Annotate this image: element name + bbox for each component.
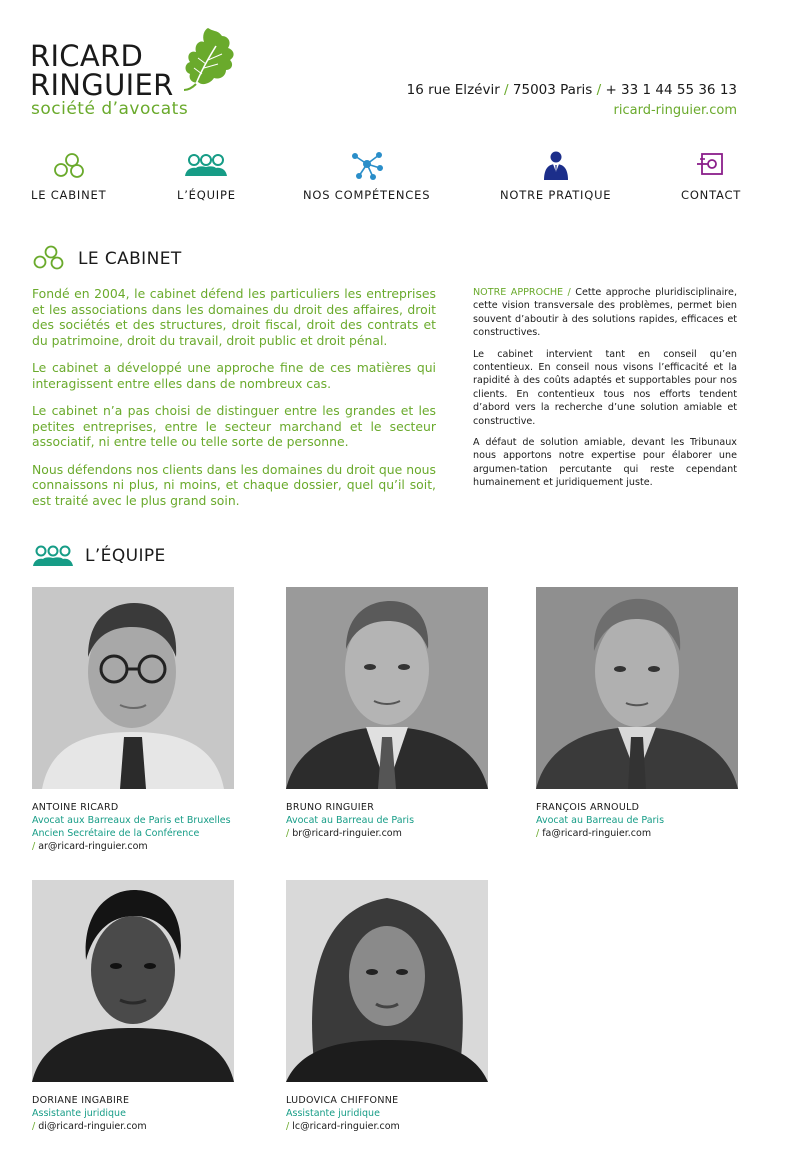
nav-label: NOTRE PRATIQUE xyxy=(500,188,612,202)
paragraph: Fondé en 2004, le cabinet défend les particuliers les entreprises et les associations dans les domaines du droit des affaires, droit des sociétés et des structures, droit fiscal, droit des contrats et du patrimoine, droit du travail, droit public et droit pénal. xyxy=(32,286,436,348)
cabinet-intro-text xyxy=(32,286,436,520)
portrait-photo xyxy=(286,880,488,1082)
paragraph: Le cabinet intervient tant en conseil qu’en contentieux. En conseil nous visons l’efficacité et la rapidité à des coûts adaptés et supportables pour nos clients. En contentieux tous nos efforts tendent d’abord vers la recherche d’une solution amiable et constructive. xyxy=(473,348,737,427)
member-role-secondary: Ancien Secrétaire de la Conférence xyxy=(32,828,200,839)
email-link[interactable]: fa@ricard-ringuier.com xyxy=(542,828,652,839)
nav-label: LE CABINET xyxy=(31,188,107,202)
separator: / xyxy=(32,841,36,852)
approach-text: Cette approche pluridisciplinaire, cette vision transversale des problèmes, permet bien souvent d’aboutir à des solutions rapides, efficaces et constructives. xyxy=(473,287,737,339)
nav-item-pratique[interactable] xyxy=(500,150,611,202)
lawyer-icon xyxy=(541,150,571,180)
member-role: Assistante juridique xyxy=(32,1108,126,1119)
member-role: Avocat au Barreau de Paris xyxy=(286,815,415,826)
circles-icon xyxy=(32,243,68,271)
portrait-photo xyxy=(536,587,738,789)
member-name: BRUNO RINGUIER xyxy=(286,802,375,813)
portrait-photo xyxy=(286,587,488,789)
separator: / xyxy=(536,828,540,839)
nav-label: CONTACT xyxy=(681,188,742,202)
member-role: Assistante juridique xyxy=(286,1108,380,1119)
member-role: Avocat au Barreau de Paris xyxy=(536,815,665,826)
team-icon xyxy=(184,150,228,180)
separator: / xyxy=(504,82,509,98)
separator: / xyxy=(286,1121,290,1132)
team-member-card xyxy=(32,880,242,1134)
paragraph: Nous défendons nos clients dans les domaines du droit que nous connaissons ni plus, ni moins, et chaque dossier, quel qu’il soit, est traité avec le plus grand soin. xyxy=(32,461,436,508)
logo-text-line2: RINGUIER xyxy=(30,68,174,102)
nav-item-equipe[interactable] xyxy=(177,150,236,202)
member-email[interactable] xyxy=(286,1120,496,1134)
separator: / xyxy=(286,828,290,839)
nav-label: NOS COMPÉTENCES xyxy=(303,188,431,202)
header-contact-line xyxy=(407,82,737,98)
nav-item-contact[interactable] xyxy=(681,150,741,202)
team-member-card xyxy=(286,587,496,841)
logo-subtitle: société d’avocats xyxy=(31,99,189,119)
separator: / xyxy=(32,1121,36,1132)
member-email[interactable] xyxy=(32,840,242,854)
nav-item-competences[interactable] xyxy=(303,150,430,202)
cabinet-approach-text xyxy=(473,286,737,498)
network-icon xyxy=(349,150,385,180)
email-link[interactable]: br@ricard-ringuier.com xyxy=(292,828,402,839)
member-name: FRANÇOIS ARNOULD xyxy=(536,802,640,813)
approach-lead: NOTRE APPROCHE / xyxy=(473,287,571,298)
email-link[interactable]: lc@ricard-ringuier.com xyxy=(292,1121,400,1132)
email-link[interactable]: di@ricard-ringuier.com xyxy=(38,1121,147,1132)
separator: / xyxy=(596,82,602,98)
member-email[interactable] xyxy=(536,827,746,841)
paragraph: A défaut de solution amiable, devant les Tribunaux nous apportons notre expertise pour élaborer une argumen-tation percutante qui reste cependant humainement et juridiquement juste. xyxy=(473,437,737,489)
email-link[interactable]: ar@ricard-ringuier.com xyxy=(38,841,148,852)
member-email[interactable] xyxy=(286,827,496,841)
portrait-photo xyxy=(32,587,234,789)
city-text: 75003 Paris xyxy=(512,82,593,98)
website-link[interactable]: ricard-ringuier.com xyxy=(613,103,737,118)
team-member-card xyxy=(286,880,496,1134)
nav-item-cabinet[interactable] xyxy=(31,150,106,202)
team-member-card xyxy=(32,587,242,854)
section-title-cabinet: LE CABINET xyxy=(78,249,182,269)
member-name: ANTOINE RICARD xyxy=(32,802,119,813)
team-member-card xyxy=(536,587,746,841)
member-name: DORIANE INGABIRE xyxy=(32,1095,130,1106)
contact-icon xyxy=(696,150,726,180)
oak-leaf-logo-icon xyxy=(178,24,238,94)
circles-icon xyxy=(51,150,87,180)
logo-text-line1: RICARD xyxy=(30,39,144,73)
phone-text[interactable]: + 33 1 44 55 36 13 xyxy=(605,82,737,98)
member-name: LUDOVICA CHIFFONNE xyxy=(286,1095,399,1106)
portrait-photo xyxy=(32,880,234,1082)
paragraph: Le cabinet n’a pas choisi de distinguer entre les grandes et les petites entreprises, entre le secteur marchand et le secteur associatif, ni entre telle ou telle sorte de personne. xyxy=(32,403,436,449)
member-email[interactable] xyxy=(32,1120,242,1134)
address-text: 16 rue Elzévir xyxy=(406,82,500,98)
nav-label: L’ÉQUIPE xyxy=(177,188,236,202)
paragraph: Le cabinet a développé une approche fine de ces matières qui interagissent entre elles dans de nombreux cas. xyxy=(32,360,436,391)
section-title-equipe: L’ÉQUIPE xyxy=(85,546,166,566)
paragraph xyxy=(473,286,737,340)
team-icon xyxy=(32,544,74,568)
member-role: Avocat aux Barreaux de Paris et Bruxelles xyxy=(32,815,231,826)
